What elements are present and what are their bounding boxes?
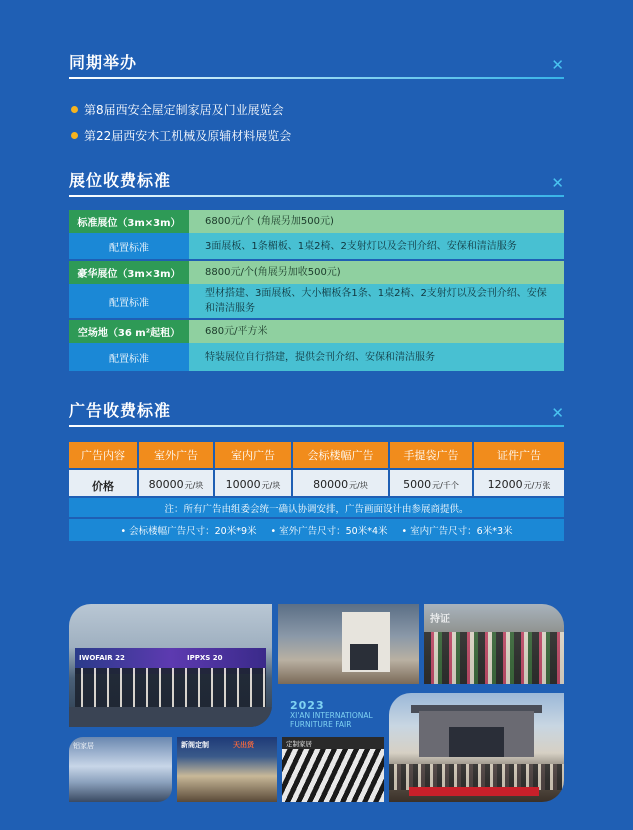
table-row — [69, 261, 564, 284]
photo-hall — [69, 737, 172, 802]
section-header-booth — [69, 167, 564, 197]
row-value: 特装展位自行搭建，提供会刊介绍、安保和清洁服务 — [189, 343, 564, 371]
cross-icon: ✕ — [551, 56, 564, 74]
photo-exhibition-center — [389, 693, 564, 802]
section-header-concurrent — [69, 49, 564, 79]
bullet-icon — [71, 106, 78, 113]
photo-opening-ceremony — [69, 604, 272, 727]
photo-sign: IPPXS 20 — [187, 654, 223, 662]
row-label: 配置标准 — [69, 343, 189, 371]
ad-sizes — [69, 517, 564, 541]
price-unit: 元/千个 — [432, 481, 459, 490]
table-row — [69, 233, 564, 259]
size-item: • 室内广告尺寸：6米*3米 — [401, 526, 513, 537]
photo-sign: 定制家居 — [286, 740, 312, 748]
column-header: 室内广告 — [215, 442, 293, 468]
row-label: 配置标准 — [69, 284, 189, 318]
ad-price-table — [69, 442, 564, 541]
photo-visitors — [424, 604, 564, 684]
row-label: 配置标准 — [69, 233, 189, 259]
row-value: 6800元/个 (角展另加500元) — [189, 210, 564, 233]
photo-sign: 天出货 — [233, 741, 254, 749]
table-row — [69, 320, 564, 343]
row-label: 空场地（36 m²起租） — [69, 320, 189, 343]
price-amount: 12000 — [487, 478, 523, 491]
column-header: 室外广告 — [139, 442, 215, 468]
fair-year: 2023 — [290, 699, 325, 712]
list-item: 第22届西安木工机械及原辅材料展览会 — [71, 122, 291, 148]
price-amount: 10000 — [225, 478, 261, 491]
price-amount: 80000 — [148, 478, 184, 491]
booth-price-table — [69, 210, 564, 371]
section-header-ads — [69, 397, 564, 427]
row-label: 豪华展位（3m×3m） — [69, 261, 189, 284]
row-value: 型材搭建、3面展板、大小楣板各1条、1桌2椅、2支射灯以及会刊介绍、安保和清洁服务 — [189, 284, 564, 318]
divider — [69, 195, 564, 197]
ad-note: 注：所有广告由组委会统一确认协调安排，广告画面设计由参展商提供。 — [69, 496, 564, 517]
photo-custom-booth — [177, 737, 277, 802]
photo-sign: 持证 — [430, 614, 450, 625]
price-amount: 80000 — [313, 478, 349, 491]
concurrent-list — [71, 96, 291, 148]
section-title: 广告收费标准 — [69, 401, 172, 420]
table-row — [69, 284, 564, 318]
bullet-icon — [71, 132, 78, 139]
price-unit: 元/块 — [184, 481, 204, 490]
row-value: 3面展板、1条楣板、1桌2椅、2支射灯以及会刊介绍、安保和清洁服务 — [189, 233, 564, 259]
photo-zebra-booth — [282, 737, 384, 802]
divider — [69, 425, 564, 427]
row-value: 680元/平方米 — [189, 320, 564, 343]
row-value: 8800元/个(角展另加收500元) — [189, 261, 564, 284]
size-item: • 会标楼幅广告尺寸：20米*9米 — [120, 526, 257, 537]
table-row — [69, 210, 564, 233]
photo-sign: IWOFAIR 22 — [79, 654, 125, 662]
table-row — [69, 468, 564, 496]
photo-booth — [278, 604, 419, 684]
column-header: 手提袋广告 — [390, 442, 474, 468]
cross-icon: ✕ — [551, 404, 564, 422]
row-label: 标准展位（3m×3m） — [69, 210, 189, 233]
price-amount: 5000 — [403, 478, 432, 491]
column-header: 广告内容 — [69, 442, 139, 468]
section-title: 展位收费标准 — [69, 171, 172, 190]
column-header: 证件广告 — [474, 442, 564, 468]
photo-sign: 新阁定制 — [181, 741, 209, 749]
fair-name: XI'AN INTERNATIONAL FURNITURE FAIR — [290, 711, 373, 729]
price-unit: 元/块 — [349, 481, 368, 490]
divider — [69, 77, 564, 79]
section-title: 同期举办 — [69, 53, 138, 72]
price-unit: 元/块 — [261, 481, 281, 490]
photo-sign: 铝家居 — [73, 742, 94, 750]
list-item: 第8届西安全屋定制家居及门业展览会 — [71, 96, 291, 122]
cross-icon: ✕ — [551, 174, 564, 192]
table-header-row — [69, 442, 564, 468]
size-item: • 室外广告尺寸：50米*4米 — [270, 526, 388, 537]
row-label: 价格 — [92, 480, 114, 493]
price-unit: 元/万张 — [523, 481, 551, 490]
column-header: 会标楼幅广告 — [293, 442, 390, 468]
table-row — [69, 343, 564, 371]
